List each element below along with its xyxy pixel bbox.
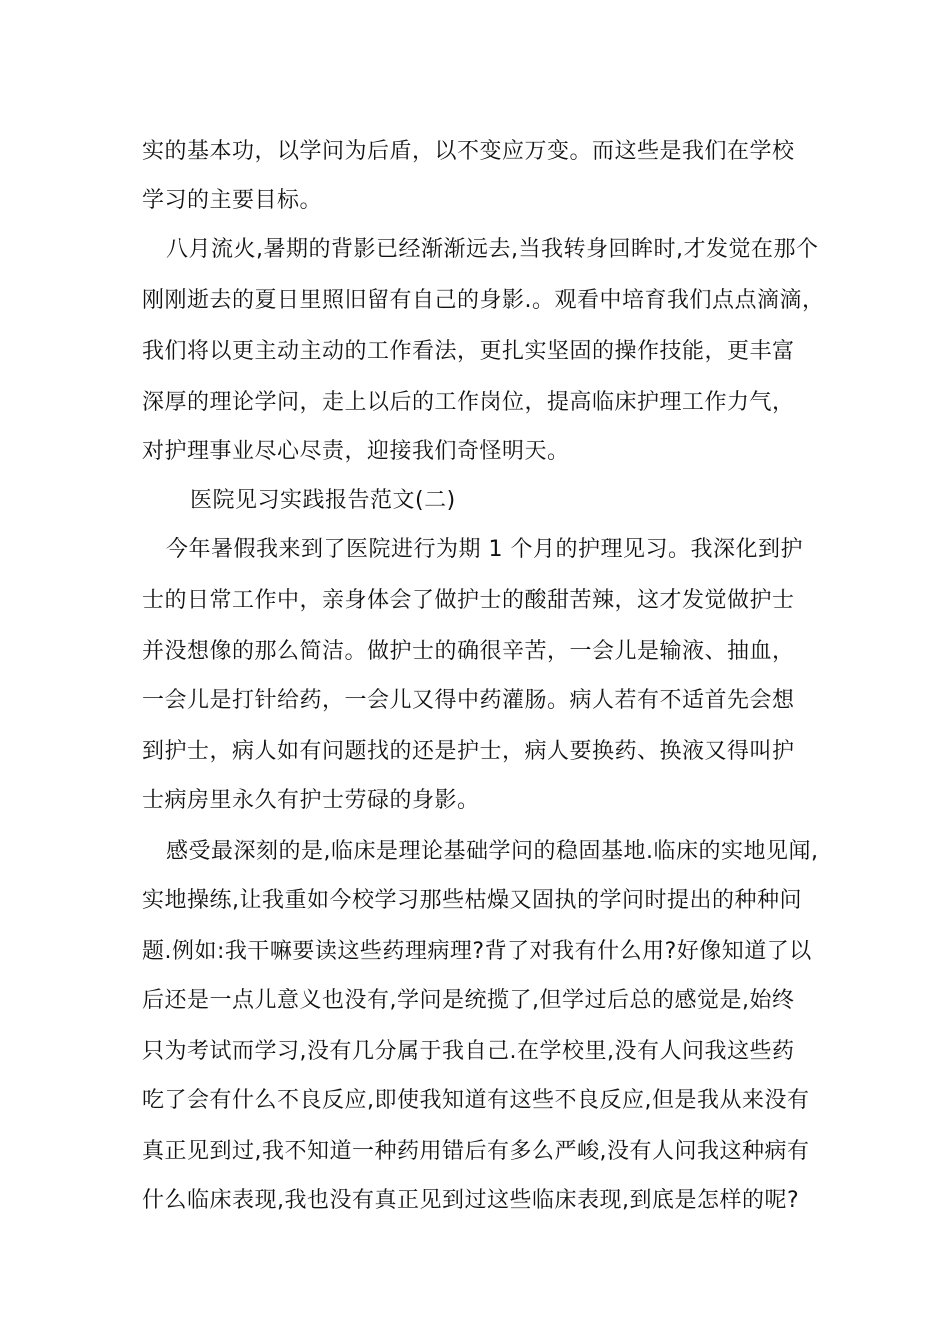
text-line: 八月流火,暑期的背影已经渐渐远去,当我转身回眸时,才发觉在那个 <box>166 237 819 262</box>
text-line: 题.例如:我干嘛要读这些药理病理?背了对我有什么用?好像知道了以 <box>142 939 812 964</box>
text-line: 士病房里永久有护士劳碌的身影。 <box>142 788 480 813</box>
text-line: 士的日常工作中，亲身体会了做护士的酸甜苦辣，这才发觉做护士 <box>142 588 795 613</box>
text-line: 深厚的理论学问，走上以后的工作岗位，提高临床护理工作力气， <box>142 390 795 415</box>
section-heading: 医院见习实践报告范文(二) <box>190 488 456 513</box>
text-line: 吃了会有什么不良反应,即使我知道有这些不良反应,但是我从来没有 <box>142 1088 810 1113</box>
text-line: 并没想像的那么简洁。做护士的确很辛苦，一会儿是输液、抽血， <box>142 639 795 664</box>
text-line: 刚刚逝去的夏日里照旧留有自己的身影.。观看中培育我们点点滴滴， <box>142 288 825 313</box>
text-line: 后还是一点儿意义也没有,学问是统揽了,但学过后总的感觉是,始终 <box>142 988 795 1013</box>
text-line: 对护理事业尽心尽责，迎接我们奇怪明天。 <box>142 439 570 464</box>
text-line: 我们将以更主动主动的工作看法，更扎实坚固的操作技能，更丰富 <box>142 339 795 364</box>
text-line: 实地操练,让我重如今校学习那些枯燥又固执的学问时提出的种种问 <box>142 888 802 913</box>
text-line: 真正见到过,我不知道一种药用错后有多么严峻,没有人问我这种病有 <box>142 1139 810 1164</box>
text-line: 到护士，病人如有问题找的还是护士，病人要换药、换液又得叫护 <box>142 739 795 764</box>
text-line: 感受最深刻的是,临床是理论基础学问的稳固基地.临床的实地见闻, <box>166 839 819 864</box>
text-line: 一会儿是打针给药，一会儿又得中药灌肠。病人若有不适首先会想 <box>142 688 795 713</box>
text-line: 只为考试而学习,没有几分属于我自己.在学校里,没有人问我这些药 <box>142 1039 795 1064</box>
text-line: 什么临床表现,我也没有真正见到过这些临床表现,到底是怎样的呢? <box>142 1188 800 1213</box>
text-line: 实的基本功，以学问为后盾，以不变应万变。而这些是我们在学校 <box>142 139 795 164</box>
text-line: 今年暑假我来到了医院进行为期 1 个月的护理见习。我深化到护 <box>166 537 803 562</box>
text-line: 学习的主要目标。 <box>142 188 323 213</box>
